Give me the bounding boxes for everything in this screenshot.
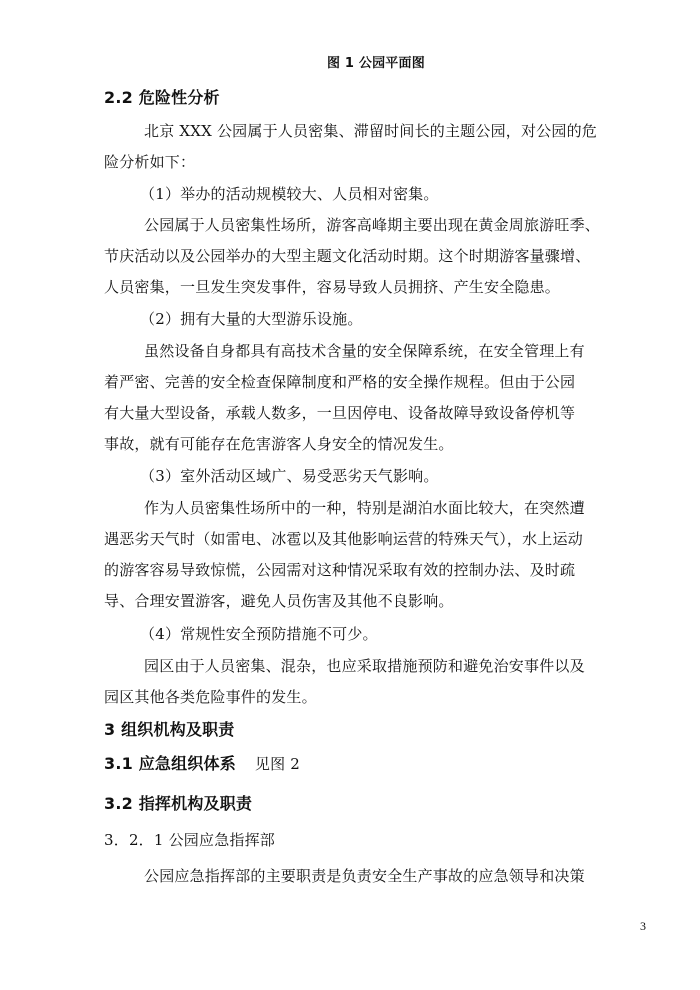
item-2-body-line-4: 事故，就有可能存在危害游客人身安全的情况发生。	[104, 435, 454, 453]
item-2-heading: （2）拥有大量的大型游乐设施。	[140, 310, 363, 328]
item-2-body-line-2: 着严密、完善的安全检查保障制度和严格的安全操作规程。但由于公园	[104, 373, 576, 391]
section-3-title: 3 组织机构及职责	[104, 720, 235, 739]
item-1-body-line-2: 节庆活动以及公园举办的大型主题文化活动时期。这个时期游客量骤增、	[104, 247, 591, 265]
item-1-heading: （1）举办的活动规模较大、人员相对密集。	[140, 185, 439, 203]
item-4-body-line-1: 园区由于人员密集、混杂，也应采取措施预防和避免治安事件以及	[144, 657, 585, 675]
item-4-heading: （4）常规性安全预防措施不可少。	[140, 625, 378, 643]
item-2-body-line-3: 有大量大型设备，承载人数多，一旦因停电、设备故障导致设备停机等	[104, 404, 576, 422]
item-3-heading: （3）室外活动区域广、易受恶劣天气影响。	[140, 467, 439, 485]
intro-line-2: 险分析如下：	[104, 153, 196, 171]
section-3-2-1-title: 3．2．1 公园应急指挥部	[104, 831, 275, 849]
item-3-body-line-1: 作为人员密集性场所中的一种，特别是湖泊水面比较大，在突然遭	[144, 499, 585, 517]
section-3-2-1-body: 公园应急指挥部的主要职责是负责安全生产事故的应急领导和决策	[144, 867, 585, 885]
item-1-body-line-1: 公园属于人员密集性场所，游客高峰期主要出现在黄金周旅游旺季、	[144, 216, 601, 234]
section-3-2-title: 3.2 指挥机构及职责	[104, 794, 253, 813]
item-1-body-line-3: 人员密集，一旦发生突发事件，容易导致人员拥挤、产生安全隐患。	[104, 278, 561, 296]
section-3-1-figure-ref: 见图 2	[254, 755, 301, 773]
item-2-body-line-1: 虽然设备自身都具有高技术含量的安全保障系统，在安全管理上有	[144, 342, 585, 360]
item-4-body-line-2: 园区其他各类危险事件的发生。	[104, 688, 317, 706]
item-3-body-line-3: 的游客容易导致惊慌，公园需对这种情况采取有效的控制办法、及时疏	[104, 561, 576, 579]
item-3-body-line-2: 遇恶劣天气时（如雷电、冰雹以及其他影响运营的特殊天气），水上运动	[104, 530, 583, 548]
section-2-2-title: 2.2 危险性分析	[104, 88, 220, 107]
figure-caption: 图 1 公园平面图	[327, 56, 425, 71]
item-3-body-line-4: 导、合理安置游客，避免人员伤害及其他不良影响。	[104, 592, 454, 610]
section-3-1-row	[104, 754, 300, 774]
intro-line-1: 北京 XXX 公园属于人员密集、滞留时间长的主题公园，对公园的危	[144, 122, 597, 140]
page-number: 3	[640, 919, 646, 933]
section-3-1-title: 3.1 应急组织体系	[104, 754, 236, 773]
